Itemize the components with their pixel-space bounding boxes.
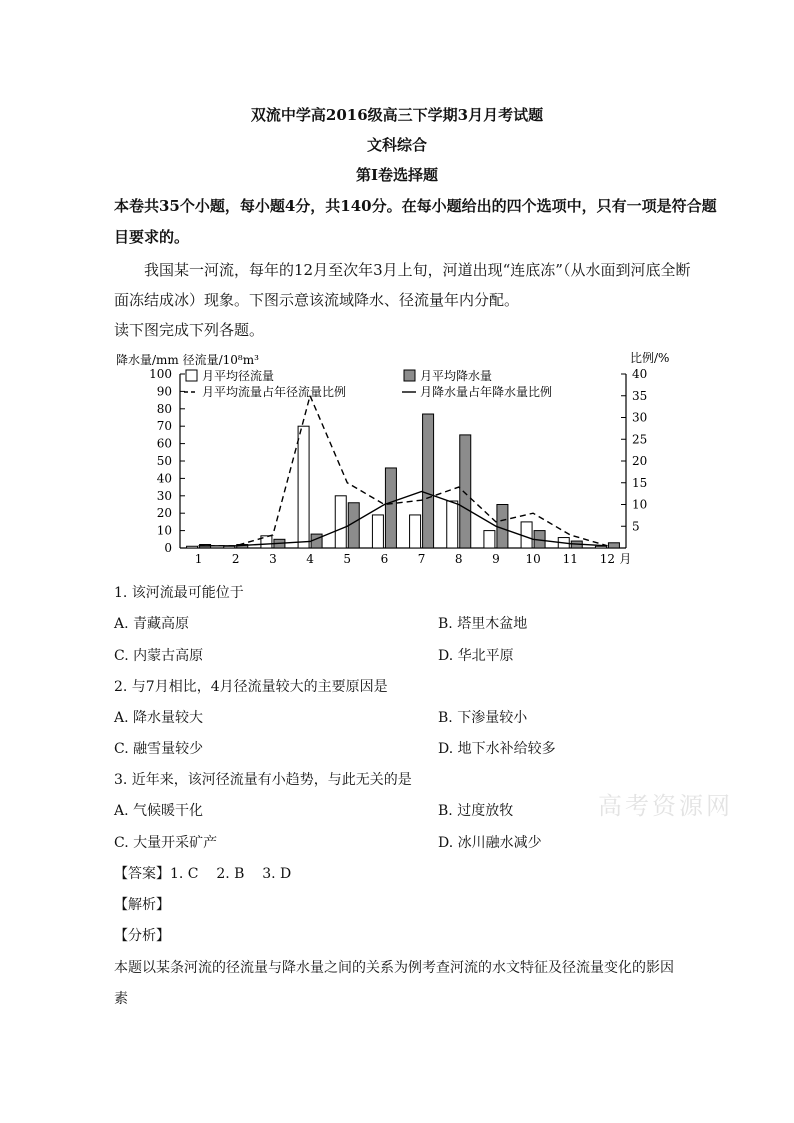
legend-precip-label: 月平均降水量 — [420, 369, 493, 383]
y-left-tick-label: 0 — [164, 541, 172, 555]
precip-bar — [460, 435, 471, 548]
answer-line — [114, 863, 291, 883]
question-1-stem: 1. 该河流最可能位于 — [114, 585, 244, 601]
y-left-tick-label: 10 — [156, 523, 172, 538]
analysis-fenxi-label: 【分析】 — [114, 928, 170, 944]
x-tick-label: 4 — [306, 552, 314, 566]
precip-bar — [423, 414, 434, 548]
y-left-tick-label: 80 — [156, 401, 172, 416]
section-title: 第Ⅰ卷选择题 — [355, 166, 439, 184]
precip-bar — [385, 468, 396, 548]
watermark: 高考资源网 — [598, 792, 733, 820]
q2-option-c[interactable]: C. 融雪量较少 — [114, 741, 204, 757]
x-tick-label: 3 — [269, 552, 277, 566]
y-left-tick-label: 90 — [156, 384, 172, 399]
intro-line-3: 读下图完成下列各题。 — [114, 321, 265, 339]
legend-precip-ratio-label: 月降水量占年降水量比例 — [420, 385, 553, 399]
analysis-line-1: 本题以某条河流的径流量与降水量之间的关系为例考查河流的水文特征及径流量变化的影因 — [114, 960, 674, 976]
intro-line-2: 面冻结成冰）现象。下图示意该流域降水、径流量年内分配。 — [114, 291, 520, 309]
runoff-bar — [298, 426, 309, 548]
runoff-bar — [335, 496, 346, 548]
q2-option-a[interactable]: A. 降水量较大 — [114, 710, 204, 726]
x-tick-label: 2 — [231, 552, 240, 566]
y-right-tick-label: 25 — [632, 432, 648, 447]
q3-option-d[interactable]: D. 冰川融水减少 — [438, 835, 542, 851]
question-3-stem: 3. 近年来，该河径流量有小趋势，与此无关的是 — [114, 772, 412, 788]
analysis-jiexi-label: 【解析】 — [114, 897, 170, 913]
q1-option-a[interactable]: A. 青藏高原 — [114, 616, 190, 632]
x-tick-label: 11 — [562, 552, 578, 566]
precip-ratio-line — [199, 491, 608, 545]
precip-runoff-chart — [114, 344, 674, 570]
x-tick-label: 7 — [417, 552, 426, 566]
q2-option-d[interactable]: D. 地下水补给较多 — [438, 741, 556, 757]
precip-bar — [608, 543, 619, 548]
legend-precip-swatch — [404, 370, 415, 381]
legend-runoff-swatch — [186, 370, 197, 381]
y-left-tick-label: 70 — [156, 419, 172, 434]
x-tick-label: 8 — [454, 552, 463, 566]
subject-title: 文科综合 — [366, 136, 427, 154]
x-tick-label: 10 — [525, 552, 541, 566]
analysis-line-2: 素 — [114, 991, 128, 1007]
runoff-bar — [372, 515, 383, 548]
runoff-ratio-line — [199, 396, 608, 546]
answer-label: 【答案】 — [114, 866, 170, 882]
y-right-tick-label: 40 — [632, 367, 648, 381]
y-left-tick-label: 30 — [156, 488, 172, 503]
x-axis-unit: 月 — [619, 552, 632, 566]
y-right-tick-label: 10 — [632, 497, 648, 512]
runoff-bar — [187, 546, 198, 548]
x-tick-label: 12 — [599, 552, 616, 566]
exam-title: 双流中学高2016级高三下学期3月月考试题 — [250, 106, 544, 124]
x-tick-label: 1 — [194, 552, 203, 566]
x-tick-label: 6 — [380, 552, 389, 566]
y-left-tick-label: 50 — [156, 454, 172, 468]
answer-values: 1. C 2. B 3. D — [170, 866, 292, 882]
y-right-tick-label: 5 — [632, 519, 640, 534]
y-left-axis-title: 降水量/mm 径流量/10⁸m³ — [116, 353, 259, 367]
y-left-tick-label: 20 — [156, 506, 172, 521]
instructions-line-2: 目要求的。 — [114, 228, 190, 246]
legend-runoff-ratio-label: 月平均流量占年径流量比例 — [202, 385, 347, 399]
runoff-bar — [447, 501, 458, 548]
q1-option-c[interactable]: C. 内蒙古高原 — [114, 648, 204, 664]
q3-option-c[interactable]: C. 大量开采矿产 — [114, 835, 218, 851]
q3-option-a[interactable]: A. 气候暖干化 — [114, 803, 204, 819]
q1-option-b[interactable]: B. 塔里木盆地 — [438, 616, 528, 632]
y-right-tick-label: 35 — [632, 388, 648, 403]
y-left-tick-label: 40 — [156, 471, 172, 486]
y-left-tick-label: 100 — [149, 367, 172, 381]
instructions-line-1: 本卷共35个小题，每小题4分，共140分。在每小题给出的四个选项中，只有一项是符合题 — [114, 197, 717, 215]
precip-bar — [497, 505, 508, 549]
runoff-bar — [410, 515, 421, 548]
intro-line-1: 我国某一河流，每年的12月至次年3月上旬，河道出现“连底冻”（从水面到河底全断 — [144, 261, 691, 279]
x-tick-label: 9 — [492, 552, 500, 566]
runoff-bar — [484, 531, 495, 548]
y-left-tick-label: 60 — [156, 436, 172, 451]
question-2-stem: 2. 与7月相比，4月径流量较大的主要原因是 — [114, 679, 388, 695]
q2-option-b[interactable]: B. 下渗量较小 — [438, 710, 528, 726]
x-tick-label: 5 — [343, 552, 352, 566]
y-right-axis-title: 比例/% — [630, 351, 670, 365]
y-right-tick-label: 20 — [632, 454, 648, 468]
q3-option-b[interactable]: B. 过度放牧 — [438, 803, 514, 819]
q1-option-d[interactable]: D. 华北平原 — [438, 648, 514, 664]
runoff-bar — [595, 546, 606, 548]
y-right-tick-label: 15 — [632, 475, 648, 490]
y-right-tick-label: 30 — [632, 410, 648, 425]
legend-runoff-label: 月平均径流量 — [202, 369, 275, 383]
